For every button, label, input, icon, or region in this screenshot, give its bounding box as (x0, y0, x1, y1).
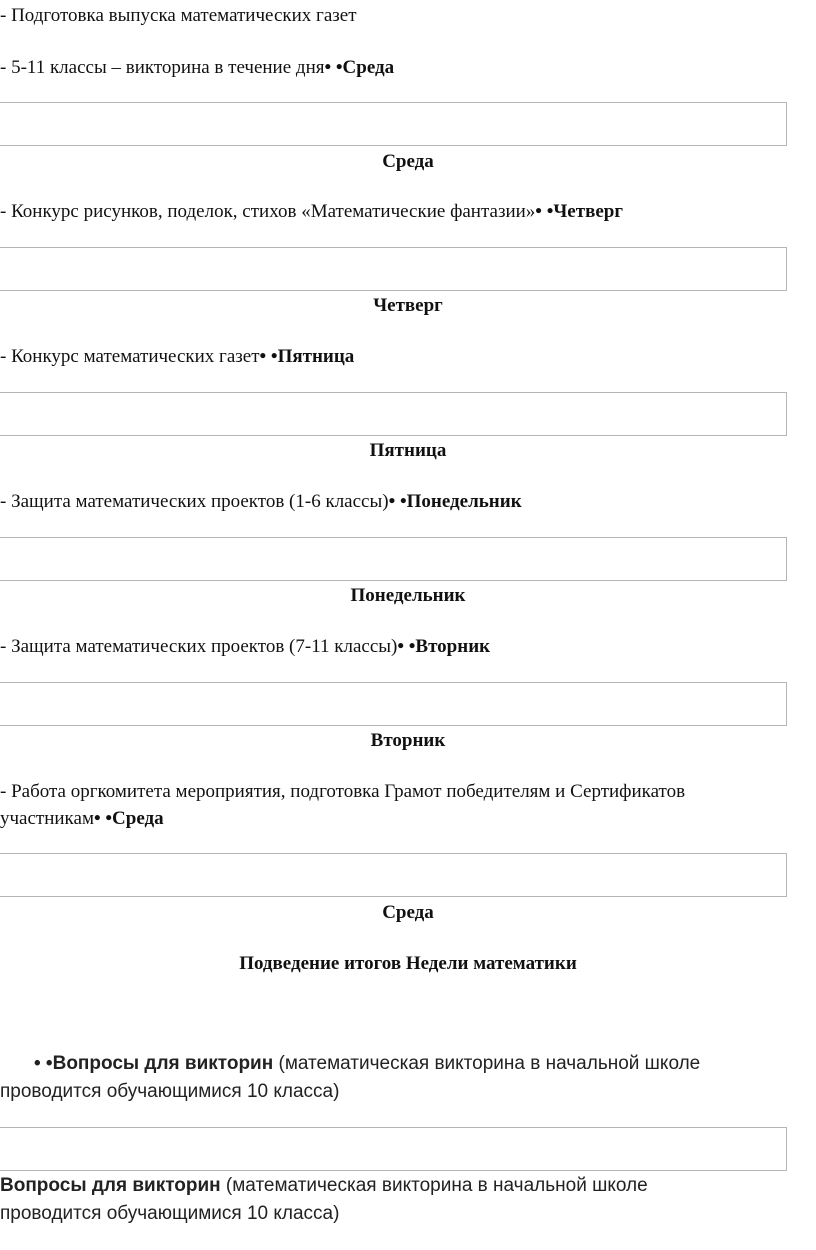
schedule-item-newspaper: - Подготовка выпуска математических газет (0, 5, 357, 26)
summary-heading: Подведение итогов Недели математики (239, 953, 577, 974)
day-heading: Среда (382, 151, 434, 172)
empty-content-box (0, 247, 787, 291)
empty-content-box (0, 392, 787, 436)
schedule-item-organizing-committee: - Работа оргкомитета мероприятия, подготовка Грамот победителям и Сертификатов (0, 781, 686, 802)
bullet-icon: • • (397, 636, 416, 657)
quiz-description: проводится обучающимися 10 класса) (0, 1081, 340, 1102)
schedule-item-newspaper-contest: - Конкурс математических газет• •Пятница (0, 346, 355, 367)
schedule-item-organizing-committee-cont: участникам• •Среда (0, 808, 164, 829)
quiz-heading: • •Вопросы для викторин (математическая викторина в начальной школе (34, 1053, 701, 1074)
schedule-item-projects-7-11: - Защита математических проектов (7-11 классы)• •Вторник (0, 636, 491, 657)
quiz-heading-repeat: Вопросы для викторин (математическая викторина в начальной школе (0, 1175, 648, 1196)
schedule-item-projects-1-6: - Защита математических проектов (1-6 классы)• •Понедельник (0, 491, 522, 512)
day-heading: Вторник (370, 730, 446, 751)
empty-content-box (0, 853, 787, 897)
day-heading: Пятница (369, 440, 447, 461)
schedule-item-drawing-contest: - Конкурс рисунков, поделок, стихов «Математические фантазии»• •Четверг (0, 201, 623, 222)
bullet-icon: • • (259, 346, 278, 367)
day-heading: Среда (382, 902, 434, 923)
day-heading: Четверг (373, 295, 443, 316)
bullet-icon: • • (324, 57, 343, 78)
schedule-item-quiz: - 5-11 классы – викторина в течение дня• •Среда (0, 57, 395, 78)
day-heading: Понедельник (350, 585, 466, 606)
bullet-icon: • • (535, 201, 554, 222)
bullet-icon: • • (93, 808, 113, 829)
empty-content-box (0, 537, 787, 581)
bullet-icon: • • (34, 1053, 53, 1074)
bullet-icon: • • (388, 491, 407, 512)
empty-content-box (0, 682, 787, 726)
empty-content-box (0, 102, 787, 146)
quiz-description-repeat: проводится обучающимися 10 класса) (0, 1203, 340, 1224)
empty-content-box (0, 1127, 787, 1171)
